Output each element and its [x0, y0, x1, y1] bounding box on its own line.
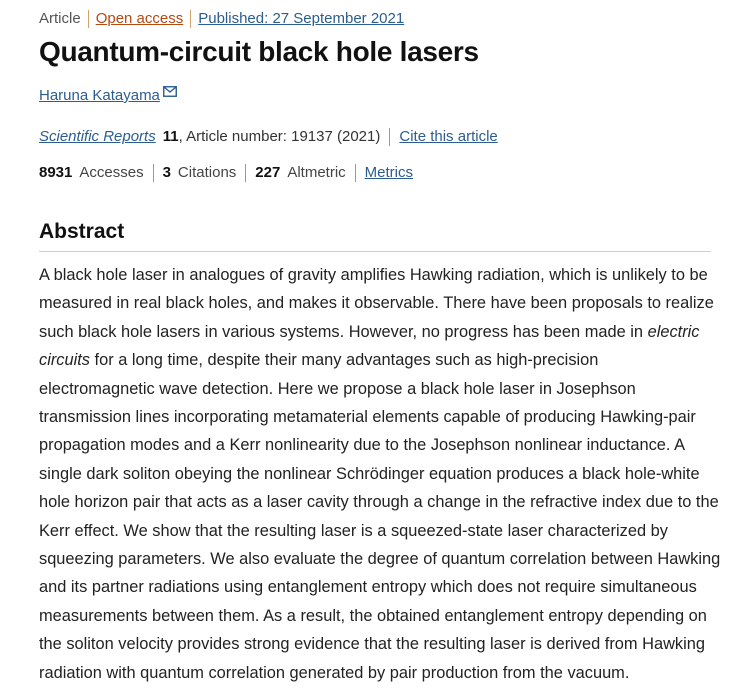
meta-divider	[88, 10, 89, 28]
abstract-italic-term: circuits	[39, 351, 90, 370]
abstract-divider	[39, 251, 711, 252]
citations-count: 3	[162, 164, 171, 181]
published-date-link[interactable]: Published: 27 September 2021	[198, 10, 405, 27]
abstract-line: single dark soliton obeying the nonlinear Schrödinger equation produces a black hole-white	[39, 464, 700, 483]
abstract-line: hole horizon pair that acts as a laser cavity through a change in the refractive index due to the	[39, 493, 719, 512]
mail-icon[interactable]	[163, 83, 177, 103]
citation-line	[39, 127, 498, 147]
abstract-line-text: such black hole lasers in various systems. However, no progress has been made in	[39, 322, 648, 341]
citations-label: Citations	[177, 164, 237, 181]
metrics-divider	[355, 164, 356, 182]
accesses-label: Accesses	[79, 164, 144, 181]
article-type-label: Article	[39, 10, 81, 27]
article-metrics	[39, 163, 413, 183]
journal-link[interactable]: Scientific Reports	[39, 128, 156, 145]
metrics-divider	[245, 164, 246, 182]
article-number: , Article number: 19137 (2021)	[178, 128, 381, 145]
meta-divider	[190, 10, 191, 28]
metrics-link[interactable]: Metrics	[364, 164, 413, 181]
abstract-line: measured in real black holes, and makes it observable. There have been proposals to realize	[39, 294, 714, 313]
abstract-line: radiation with quantum correlation generated by pair production from the vacuum.	[39, 663, 630, 682]
abstract-line	[39, 346, 711, 374]
article-meta	[39, 9, 404, 29]
accesses-count: 8931	[39, 164, 73, 181]
author-link[interactable]: Haruna Katayama	[39, 87, 160, 104]
journal-volume: 11	[162, 128, 179, 145]
abstract-text	[39, 261, 721, 687]
article-title: Quantum-circuit black hole lasers	[39, 36, 479, 67]
abstract-line: and its partner radiations using entanglement entropy which does not require simultaneous	[39, 578, 697, 597]
abstract-line: squeezing parameters. We also evaluate the degree of quantum correlation between Hawking	[39, 550, 721, 569]
cite-article-link[interactable]: Cite this article	[399, 128, 498, 145]
abstract-line: transmission lines incorporating metamaterial elements capable of producing Hawking-pair	[39, 408, 696, 427]
abstract-heading: Abstract	[39, 220, 125, 243]
citation-divider	[389, 128, 390, 146]
author-list	[39, 86, 177, 106]
abstract-line: the soliton velocity provides strong evidence that the resulting laser is derived from Hawking	[39, 635, 705, 654]
abstract-line	[39, 318, 711, 346]
abstract-line: measurements between them. As a result, the obtained entanglement entropy depending on	[39, 606, 707, 625]
abstract-line: A black hole laser in analogues of gravity amplifies Hawking radiation, which is unlikely to be	[39, 266, 708, 284]
metrics-divider	[153, 164, 154, 182]
abstract-line: electromagnetic wave detection. Here we propose a black hole laser in Josephson	[39, 379, 636, 398]
abstract-line: Kerr effect. We show that the resulting laser is a squeezed-state laser characterized by	[39, 521, 668, 540]
abstract-italic-term: electric	[647, 322, 700, 341]
altmetric-label: Altmetric	[287, 164, 346, 181]
abstract-line-text: for a long time, despite their many advantages such as high-precision	[90, 351, 599, 370]
altmetric-score: 227	[255, 164, 281, 181]
open-access-link[interactable]: Open access	[95, 10, 184, 27]
abstract-line: propagation modes and a Kerr nonlinearity due to the Josephson nonlinear inductance. A	[39, 436, 686, 455]
